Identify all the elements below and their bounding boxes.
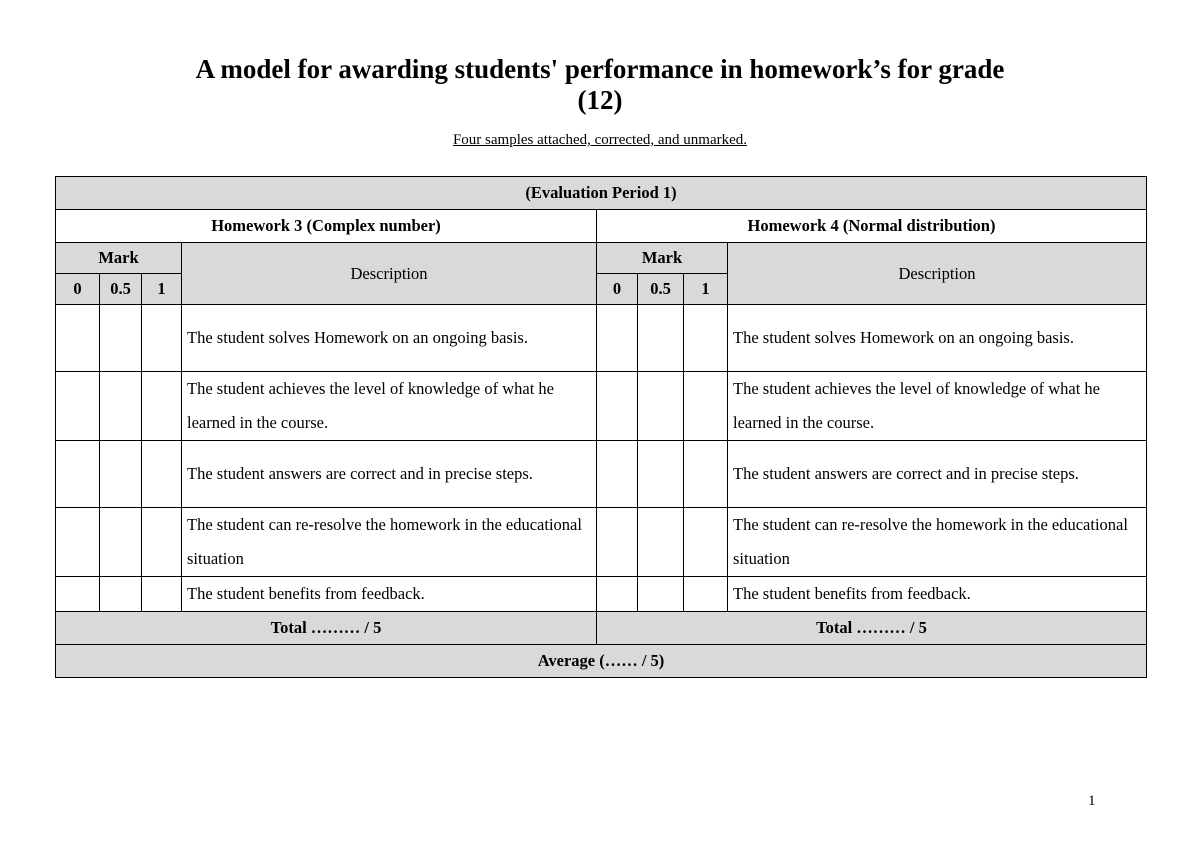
average-row: Average (…… / 5) — [56, 645, 1147, 678]
mark-cell-right-0[interactable] — [597, 508, 638, 577]
mark-cell-left-0-5[interactable] — [100, 441, 142, 508]
mark-cell-right-0[interactable] — [597, 577, 638, 612]
mark-cell-right-0[interactable] — [597, 441, 638, 508]
criterion-row — [56, 441, 1147, 508]
total-right: Total ……… / 5 — [597, 612, 1147, 645]
page-number: 1 — [1088, 793, 1096, 809]
mark-option-left-0-5: 0.5 — [100, 274, 142, 305]
mark-cell-left-0[interactable] — [56, 508, 100, 577]
mark-cell-left-0-5[interactable] — [100, 305, 142, 372]
mark-cell-left-0-5[interactable] — [100, 508, 142, 577]
mark-cell-left-0[interactable] — [56, 577, 100, 612]
mark-cell-left-0[interactable] — [56, 305, 100, 372]
mark-option-right-0-5: 0.5 — [638, 274, 684, 305]
mark-header-right: Mark — [597, 243, 728, 274]
mark-cell-right-1[interactable] — [684, 372, 728, 441]
mark-cell-left-1[interactable] — [142, 305, 182, 372]
criterion-description-left: The student can re-resolve the homework in the educational situation — [182, 508, 597, 577]
mark-cell-right-0-5[interactable] — [638, 441, 684, 508]
description-header-right: Description — [728, 243, 1147, 305]
mark-cell-left-0-5[interactable] — [100, 577, 142, 612]
mark-option-left-1: 1 — [142, 274, 182, 305]
description-header-left: Description — [182, 243, 597, 305]
subtitle: Four samples attached, corrected, and unmarked. — [452, 132, 748, 148]
evaluation-period-header: (Evaluation Period 1) — [56, 177, 1147, 210]
mark-cell-right-1[interactable] — [684, 508, 728, 577]
criterion-description-right: The student achieves the level of knowledge of what he learned in the course. — [728, 372, 1147, 441]
mark-option-right-0: 0 — [597, 274, 638, 305]
criterion-description-right: The student can re-resolve the homework in the educational situation — [728, 508, 1147, 577]
mark-cell-left-0[interactable] — [56, 372, 100, 441]
mark-option-left-0: 0 — [56, 274, 100, 305]
criterion-description-right: The student solves Homework on an ongoing basis. — [728, 305, 1147, 372]
mark-cell-left-0-5[interactable] — [100, 372, 142, 441]
total-left: Total ……… / 5 — [56, 612, 597, 645]
criterion-row — [56, 577, 1147, 612]
mark-cell-right-0-5[interactable] — [638, 305, 684, 372]
evaluation-table — [55, 176, 1147, 678]
mark-cell-right-1[interactable] — [684, 441, 728, 508]
homework-left-header: Homework 3 (Complex number) — [56, 210, 597, 243]
mark-cell-left-1[interactable] — [142, 508, 182, 577]
mark-cell-right-1[interactable] — [684, 305, 728, 372]
criterion-description-right: The student benefits from feedback. — [728, 577, 1147, 612]
title-line-1: A model for awarding students' performance in homework’s for grade — [195, 54, 1005, 84]
mark-cell-right-0-5[interactable] — [638, 577, 684, 612]
mark-cell-left-1[interactable] — [142, 577, 182, 612]
mark-cell-left-1[interactable] — [142, 441, 182, 508]
criterion-row — [56, 305, 1147, 372]
mark-cell-left-0[interactable] — [56, 441, 100, 508]
criterion-description-left: The student benefits from feedback. — [182, 577, 597, 612]
criterion-row — [56, 372, 1147, 441]
title-line-2: (12) — [577, 85, 623, 115]
mark-cell-right-0-5[interactable] — [638, 508, 684, 577]
mark-cell-right-1[interactable] — [684, 577, 728, 612]
mark-cell-right-0[interactable] — [597, 372, 638, 441]
mark-cell-right-0[interactable] — [597, 305, 638, 372]
mark-header-left: Mark — [56, 243, 182, 274]
page-title — [0, 54, 1200, 116]
mark-option-right-1: 1 — [684, 274, 728, 305]
criterion-description-left: The student solves Homework on an ongoing basis. — [182, 305, 597, 372]
mark-cell-left-1[interactable] — [142, 372, 182, 441]
homework-right-header: Homework 4 (Normal distribution) — [597, 210, 1147, 243]
mark-cell-right-0-5[interactable] — [638, 372, 684, 441]
criterion-description-left: The student achieves the level of knowledge of what he learned in the course. — [182, 372, 597, 441]
criterion-description-left: The student answers are correct and in precise steps. — [182, 441, 597, 508]
criterion-description-right: The student answers are correct and in precise steps. — [728, 441, 1147, 508]
criterion-row — [56, 508, 1147, 577]
